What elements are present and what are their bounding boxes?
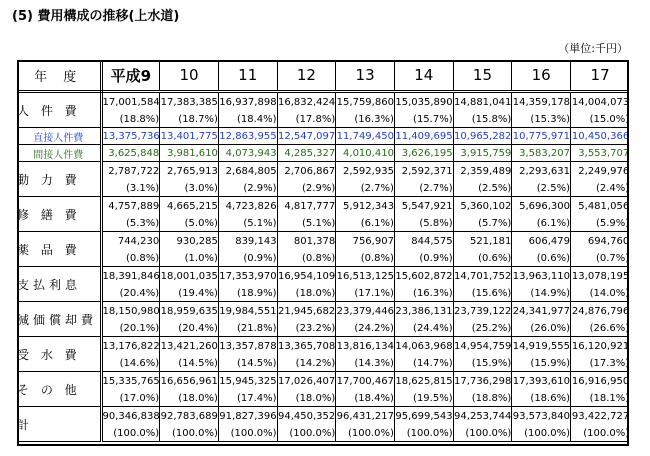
amount-cell: 18,150,980 bbox=[101, 302, 160, 321]
percent-cell: (2.5%) bbox=[453, 180, 512, 197]
amount-cell: 17,353,970 bbox=[218, 267, 277, 286]
percent-cell: (18.4%) bbox=[336, 390, 395, 407]
percent-cell: (5.8%) bbox=[394, 215, 453, 232]
amount-cell: 15,035,890 bbox=[394, 92, 453, 112]
header-year: 13 bbox=[336, 60, 395, 92]
amount-cell: 4,665,215 bbox=[160, 197, 219, 216]
amount-cell: 2,765,913 bbox=[160, 162, 219, 181]
amount-cell: 16,656,961 bbox=[160, 372, 219, 391]
header-year: 16 bbox=[512, 60, 571, 92]
amount-cell: 14,919,555 bbox=[512, 337, 571, 356]
percent-cell: (18.9%) bbox=[218, 285, 277, 302]
amount-cell: 16,832,424 bbox=[277, 92, 336, 112]
row-label: 計 bbox=[17, 407, 101, 442]
percent-cell: (14.0%) bbox=[571, 285, 630, 302]
sub-amount-cell: 3,553,707 bbox=[571, 145, 630, 162]
sub-amount-cell: 4,010,410 bbox=[336, 145, 395, 162]
percent-cell: (15.8%) bbox=[453, 111, 512, 128]
percent-cell: (100.0%) bbox=[218, 425, 277, 442]
amount-cell: 930,285 bbox=[160, 232, 219, 251]
sub-amount-cell: 12,863,955 bbox=[218, 128, 277, 145]
percent-cell: (15.7%) bbox=[394, 111, 453, 128]
percent-cell: (18.1%) bbox=[571, 390, 630, 407]
amount-cell: 16,916,950 bbox=[571, 375, 630, 387]
sub-amount-cell: 3,583,207 bbox=[512, 145, 571, 162]
row-label: 薬 品 費 bbox=[17, 232, 101, 267]
percent-cell: (100.0%) bbox=[512, 425, 571, 442]
amount-cell: 13,816,134 bbox=[336, 337, 395, 356]
amount-cell: 14,359,178 bbox=[512, 92, 571, 112]
percent-cell: (5.7%) bbox=[453, 215, 512, 232]
amount-cell: 521,181 bbox=[453, 232, 512, 251]
amount-cell: 14,004,073 bbox=[571, 96, 630, 108]
percent-cell: (5.3%) bbox=[101, 215, 160, 232]
header-fiscal-year-label: 年 度 bbox=[17, 60, 101, 92]
percent-cell: (0.8%) bbox=[336, 250, 395, 267]
percent-cell: (2.7%) bbox=[336, 180, 395, 197]
percent-cell: (0.8%) bbox=[101, 250, 160, 267]
percent-cell: (6.1%) bbox=[336, 215, 395, 232]
amount-cell: 91,827,396 bbox=[218, 407, 277, 426]
amount-cell: 2,787,722 bbox=[101, 162, 160, 181]
percent-cell: (14.6%) bbox=[101, 355, 160, 372]
amount-cell: 17,393,610 bbox=[512, 372, 571, 391]
percent-cell: (5.1%) bbox=[277, 215, 336, 232]
row-label: 動 力 費 bbox=[17, 162, 101, 197]
amount-cell: 24,876,796 bbox=[571, 305, 630, 317]
table-row-percent bbox=[17, 180, 629, 197]
sub-amount-cell: 11,409,695 bbox=[394, 128, 453, 145]
subrow-label: 直接人件費 bbox=[17, 128, 101, 145]
amount-cell: 5,696,300 bbox=[512, 197, 571, 216]
table-row-percent bbox=[17, 250, 629, 267]
sub-amount-cell: 10,450,366 bbox=[571, 128, 630, 145]
percent-cell: (100.0%) bbox=[101, 425, 160, 442]
amount-cell: 17,700,467 bbox=[336, 372, 395, 391]
amount-cell: 5,912,343 bbox=[336, 197, 395, 216]
cost-composition-table bbox=[17, 60, 629, 442]
sub-amount-cell: 12,547,097 bbox=[277, 128, 336, 145]
amount-cell: 90,346,838 bbox=[101, 407, 160, 426]
percent-cell: (17.4%) bbox=[218, 390, 277, 407]
percent-cell: (2.9%) bbox=[218, 180, 277, 197]
percent-cell: (18.0%) bbox=[277, 390, 336, 407]
amount-cell: 13,365,708 bbox=[277, 337, 336, 356]
amount-cell: 17,383,385 bbox=[160, 92, 219, 112]
header-year: 11 bbox=[218, 60, 277, 92]
sub-amount-cell: 10,965,282 bbox=[453, 128, 512, 145]
percent-cell: (2.5%) bbox=[512, 180, 571, 197]
percent-cell: (3.1%) bbox=[101, 180, 160, 197]
percent-cell: (15.0%) bbox=[571, 111, 630, 128]
percent-cell: (100.0%) bbox=[571, 425, 630, 442]
table-subrow bbox=[17, 128, 629, 145]
amount-cell: 2,592,935 bbox=[336, 162, 395, 181]
sub-amount-cell: 3,981,610 bbox=[160, 145, 219, 162]
table-subrow bbox=[17, 145, 629, 162]
percent-cell: (100.0%) bbox=[453, 425, 512, 442]
table-row bbox=[17, 372, 629, 391]
amount-cell: 5,360,102 bbox=[453, 197, 512, 216]
sub-amount-cell: 13,401,775 bbox=[160, 128, 219, 145]
sub-amount-cell: 11,749,450 bbox=[336, 128, 395, 145]
percent-cell: (14.2%) bbox=[277, 355, 336, 372]
amount-cell: 744,230 bbox=[101, 232, 160, 251]
percent-cell: (16.3%) bbox=[394, 285, 453, 302]
amount-cell: 15,759,860 bbox=[336, 92, 395, 112]
percent-cell: (18.8%) bbox=[101, 111, 160, 128]
table-row bbox=[17, 232, 629, 251]
table-row bbox=[17, 92, 629, 112]
amount-cell: 17,001,584 bbox=[101, 92, 160, 112]
percent-cell: (18.0%) bbox=[277, 285, 336, 302]
row-label: 受 水 費 bbox=[17, 337, 101, 372]
percent-cell: (2.9%) bbox=[277, 180, 336, 197]
sub-amount-cell: 3,625,848 bbox=[101, 145, 160, 162]
percent-cell: (15.6%) bbox=[453, 285, 512, 302]
amount-cell: 18,625,815 bbox=[394, 372, 453, 391]
table-row-percent bbox=[17, 111, 629, 128]
amount-cell: 14,063,968 bbox=[394, 337, 453, 356]
amount-cell: 14,701,752 bbox=[453, 267, 512, 286]
percent-cell: (14.5%) bbox=[160, 355, 219, 372]
percent-cell: (19.4%) bbox=[160, 285, 219, 302]
table-row-percent bbox=[17, 320, 629, 337]
amount-cell: 17,026,407 bbox=[277, 372, 336, 391]
table-row-percent bbox=[17, 425, 629, 442]
amount-cell: 94,253,744 bbox=[453, 407, 512, 426]
amount-cell: 13,078,195 bbox=[571, 270, 630, 282]
amount-cell: 18,959,635 bbox=[160, 302, 219, 321]
amount-cell: 13,963,110 bbox=[512, 267, 571, 286]
percent-cell: (0.9%) bbox=[218, 250, 277, 267]
amount-cell: 16,937,898 bbox=[218, 92, 277, 112]
amount-cell: 2,293,631 bbox=[512, 162, 571, 181]
amount-cell: 606,479 bbox=[512, 232, 571, 251]
amount-cell: 5,547,921 bbox=[394, 197, 453, 216]
amount-cell: 2,706,867 bbox=[277, 162, 336, 181]
amount-cell: 4,723,826 bbox=[218, 197, 277, 216]
percent-cell: (5.1%) bbox=[218, 215, 277, 232]
percent-cell: (20.4%) bbox=[101, 285, 160, 302]
document-title: (5) 費用構成の推移(上水道) bbox=[12, 9, 180, 24]
amount-cell: 24,341,977 bbox=[512, 302, 571, 321]
percent-cell: (17.8%) bbox=[277, 111, 336, 128]
percent-cell: (17.3%) bbox=[571, 355, 630, 372]
percent-cell: (14.3%) bbox=[336, 355, 395, 372]
amount-cell: 13,176,822 bbox=[101, 337, 160, 356]
percent-cell: (24.2%) bbox=[336, 320, 395, 337]
percent-cell: (15.3%) bbox=[512, 111, 571, 128]
amount-cell: 93,422,727 bbox=[571, 410, 630, 422]
amount-cell: 4,757,889 bbox=[101, 197, 160, 216]
percent-cell: (100.0%) bbox=[277, 425, 336, 442]
amount-cell: 14,881,041 bbox=[453, 92, 512, 112]
amount-cell: 756,907 bbox=[336, 232, 395, 251]
percent-cell: (5.0%) bbox=[160, 215, 219, 232]
table-row bbox=[17, 407, 629, 426]
header-year: 10 bbox=[160, 60, 219, 92]
amount-cell: 694,760 bbox=[587, 235, 630, 247]
percent-cell: (26.6%) bbox=[571, 320, 630, 337]
amount-cell: 13,357,878 bbox=[218, 337, 277, 356]
amount-cell: 13,421,260 bbox=[160, 337, 219, 356]
row-label: 修 繕 費 bbox=[17, 197, 101, 232]
percent-cell: (0.7%) bbox=[571, 250, 630, 267]
table-row bbox=[17, 197, 629, 216]
percent-cell: (21.8%) bbox=[218, 320, 277, 337]
row-label: そ の 他 bbox=[17, 372, 101, 407]
table-row bbox=[17, 162, 629, 181]
percent-cell: (6.1%) bbox=[512, 215, 571, 232]
amount-cell: 16,954,109 bbox=[277, 267, 336, 286]
amount-cell: 16,120,921 bbox=[571, 340, 630, 352]
percent-cell: (0.6%) bbox=[512, 250, 571, 267]
header-year: 12 bbox=[277, 60, 336, 92]
amount-cell: 17,736,298 bbox=[453, 372, 512, 391]
header-year: 15 bbox=[453, 60, 512, 92]
percent-cell: (18.8%) bbox=[453, 390, 512, 407]
percent-cell: (0.6%) bbox=[453, 250, 512, 267]
row-label: 減価償却費 bbox=[17, 302, 101, 337]
sub-amount-cell: 13,375,736 bbox=[101, 128, 160, 145]
percent-cell: (19.5%) bbox=[394, 390, 453, 407]
percent-cell: (15.9%) bbox=[453, 355, 512, 372]
subrow-label: 間接人件費 bbox=[17, 145, 101, 162]
amount-cell: 2,684,805 bbox=[218, 162, 277, 181]
amount-cell: 844,575 bbox=[394, 232, 453, 251]
percent-cell: (14.9%) bbox=[512, 285, 571, 302]
amount-cell: 5,481,056 bbox=[578, 200, 630, 212]
percent-cell: (18.7%) bbox=[160, 111, 219, 128]
table-row-percent bbox=[17, 285, 629, 302]
percent-cell: (23.2%) bbox=[277, 320, 336, 337]
row-label: 支払利息 bbox=[17, 267, 101, 302]
percent-cell: (18.0%) bbox=[160, 390, 219, 407]
unit-note: （単位:千円） bbox=[558, 42, 628, 55]
header-year: 14 bbox=[394, 60, 453, 92]
amount-cell: 23,379,446 bbox=[336, 302, 395, 321]
amount-cell: 18,391,846 bbox=[101, 267, 160, 286]
percent-cell: (0.8%) bbox=[277, 250, 336, 267]
percent-cell: (17.1%) bbox=[336, 285, 395, 302]
amount-cell: 14,954,759 bbox=[453, 337, 512, 356]
percent-cell: (18.4%) bbox=[218, 111, 277, 128]
table-row bbox=[17, 302, 629, 321]
percent-cell: (0.9%) bbox=[394, 250, 453, 267]
sub-amount-cell: 4,285,327 bbox=[277, 145, 336, 162]
amount-cell: 15,602,872 bbox=[394, 267, 453, 286]
amount-cell: 15,945,325 bbox=[218, 372, 277, 391]
amount-cell: 21,945,682 bbox=[277, 302, 336, 321]
amount-cell: 19,984,551 bbox=[218, 302, 277, 321]
amount-cell: 93,573,840 bbox=[512, 407, 571, 426]
amount-cell: 4,817,777 bbox=[277, 197, 336, 216]
percent-cell: (15.9%) bbox=[512, 355, 571, 372]
amount-cell: 801,378 bbox=[277, 232, 336, 251]
percent-cell: (14.5%) bbox=[218, 355, 277, 372]
percent-cell: (100.0%) bbox=[336, 425, 395, 442]
percent-cell: (20.4%) bbox=[160, 320, 219, 337]
amount-cell: 2,359,489 bbox=[453, 162, 512, 181]
percent-cell: (100.0%) bbox=[160, 425, 219, 442]
sub-amount-cell: 4,073,943 bbox=[218, 145, 277, 162]
percent-cell: (5.9%) bbox=[571, 215, 630, 232]
header-row bbox=[17, 60, 629, 92]
amount-cell: 23,739,122 bbox=[453, 302, 512, 321]
amount-cell: 18,001,035 bbox=[160, 267, 219, 286]
percent-cell: (16.3%) bbox=[336, 111, 395, 128]
table-row bbox=[17, 267, 629, 286]
percent-cell: (18.6%) bbox=[512, 390, 571, 407]
percent-cell: (14.7%) bbox=[394, 355, 453, 372]
row-label: 人 件 費 bbox=[17, 92, 101, 128]
amount-cell: 839,143 bbox=[218, 232, 277, 251]
percent-cell: (17.0%) bbox=[101, 390, 160, 407]
percent-cell: (2.4%) bbox=[571, 180, 630, 197]
sub-amount-cell: 3,915,759 bbox=[453, 145, 512, 162]
header-year: 平成9 bbox=[101, 60, 160, 92]
amount-cell: 94,450,352 bbox=[277, 407, 336, 426]
header-year: 17 bbox=[571, 60, 630, 92]
table-row-percent bbox=[17, 390, 629, 407]
percent-cell: (100.0%) bbox=[394, 425, 453, 442]
percent-cell: (24.4%) bbox=[394, 320, 453, 337]
percent-cell: (3.0%) bbox=[160, 180, 219, 197]
amount-cell: 16,513,125 bbox=[336, 267, 395, 286]
percent-cell: (2.7%) bbox=[394, 180, 453, 197]
amount-cell: 96,431,217 bbox=[336, 407, 395, 426]
table-row-percent bbox=[17, 215, 629, 232]
amount-cell: 95,699,543 bbox=[394, 407, 453, 426]
table-row bbox=[17, 337, 629, 356]
amount-cell: 23,386,131 bbox=[394, 302, 453, 321]
amount-cell: 2,249,976 bbox=[578, 165, 630, 177]
amount-cell: 92,783,689 bbox=[160, 407, 219, 426]
percent-cell: (1.0%) bbox=[160, 250, 219, 267]
percent-cell: (25.2%) bbox=[453, 320, 512, 337]
sub-amount-cell: 10,775,971 bbox=[512, 128, 571, 145]
percent-cell: (20.1%) bbox=[101, 320, 160, 337]
amount-cell: 2,592,371 bbox=[394, 162, 453, 181]
sub-amount-cell: 3,626,195 bbox=[394, 145, 453, 162]
percent-cell: (26.0%) bbox=[512, 320, 571, 337]
table-row-percent bbox=[17, 355, 629, 372]
amount-cell: 15,335,765 bbox=[101, 372, 160, 391]
